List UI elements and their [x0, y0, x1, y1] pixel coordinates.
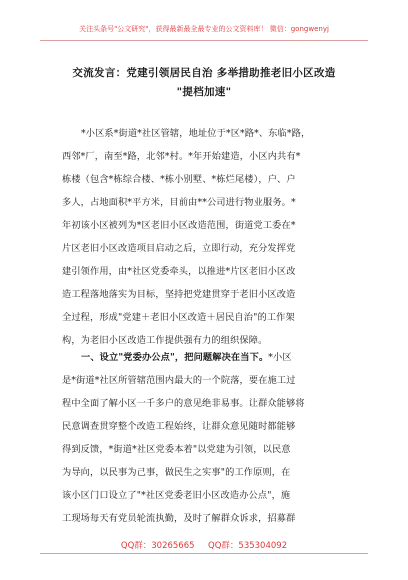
- paragraph-line: 西邻*厂，南至*路，北邻*村。*年开始建造，小区内共有*: [62, 151, 301, 162]
- paragraph-line: 年初该小区被列为*区老旧小区改造范围，街道党工委在*: [62, 220, 296, 231]
- paragraph-line: *小区系*街道*社区管辖，地址位于*区*路*、东临*路，: [81, 128, 311, 139]
- title-line-2: "提档加速": [176, 86, 232, 98]
- document-title: [48, 64, 360, 102]
- header-banner: 关注头条号"公文研究"，获得最新最全最专业的公文资料库！ 微信：gongwenyj: [79, 25, 329, 33]
- footer-contacts: QQ群：30265665 QQ群：535304092: [120, 541, 288, 551]
- section-1-heading: 一、设立"党委办公点"，把问题解决在当下。: [81, 352, 269, 363]
- paragraph-line: 栋楼（包含*栋综合楼、*栋小别墅、*栋烂尾楼），户、户: [62, 174, 296, 185]
- title-line-1: 交流发言：党建引领居民自治 多举措助推老旧小区改造: [72, 67, 336, 79]
- paragraph-line: 民意调查贯穿整个改造工程始终，让群众意见随时都能够: [62, 421, 296, 432]
- footer-divider: [40, 553, 368, 554]
- paragraph-line: 多人，占地面积*平方米，目前由**公司进行物业服务。*: [62, 197, 296, 208]
- paragraph-line: 程中全面了解小区一千多户的意见绝非易事。让群众能够将: [62, 398, 305, 409]
- paragraph-line: 是*街道*社区所管辖范围内最大的一个院落，要在施工过: [62, 375, 296, 386]
- paragraph-line: 全过程，形成"党建＋老旧小区改造＋居民自治"的工作架: [62, 312, 295, 323]
- paragraph-line: 构，为老旧小区改造工作提供强有力的组织保障。: [62, 335, 268, 346]
- paragraph-line: 该小区门口设立了"*社区党委老旧小区改造办公点"，施: [62, 490, 291, 501]
- intro-paragraph: [62, 122, 358, 352]
- paragraph-line: 片区老旧小区改造项目启动之后，立即行动，充分发挥党: [62, 243, 296, 254]
- paragraph-line: 为导向，以民事为己事，做民生之实事"的工作原则，在: [62, 467, 291, 478]
- paragraph-line: 建引领作用，由*社区党委牵头，以推进*片区老旧小区改: [62, 266, 296, 277]
- section-1-first-line: [62, 346, 358, 369]
- header-divider: [40, 40, 368, 41]
- paragraph-line: 工现场每天有党员轮流执勤，及时了解群众诉求，招募群: [62, 513, 296, 524]
- paragraph-line: 得到反馈，*街道*社区党委本着"以党建为引领，以民意: [62, 444, 291, 455]
- paragraph-line: 造工程落地落实为目标，坚持把党建贯穿于老旧小区改造: [62, 289, 296, 300]
- section-1-paragraph: [62, 346, 358, 530]
- section-1-first-line-rest: *小区: [268, 352, 292, 363]
